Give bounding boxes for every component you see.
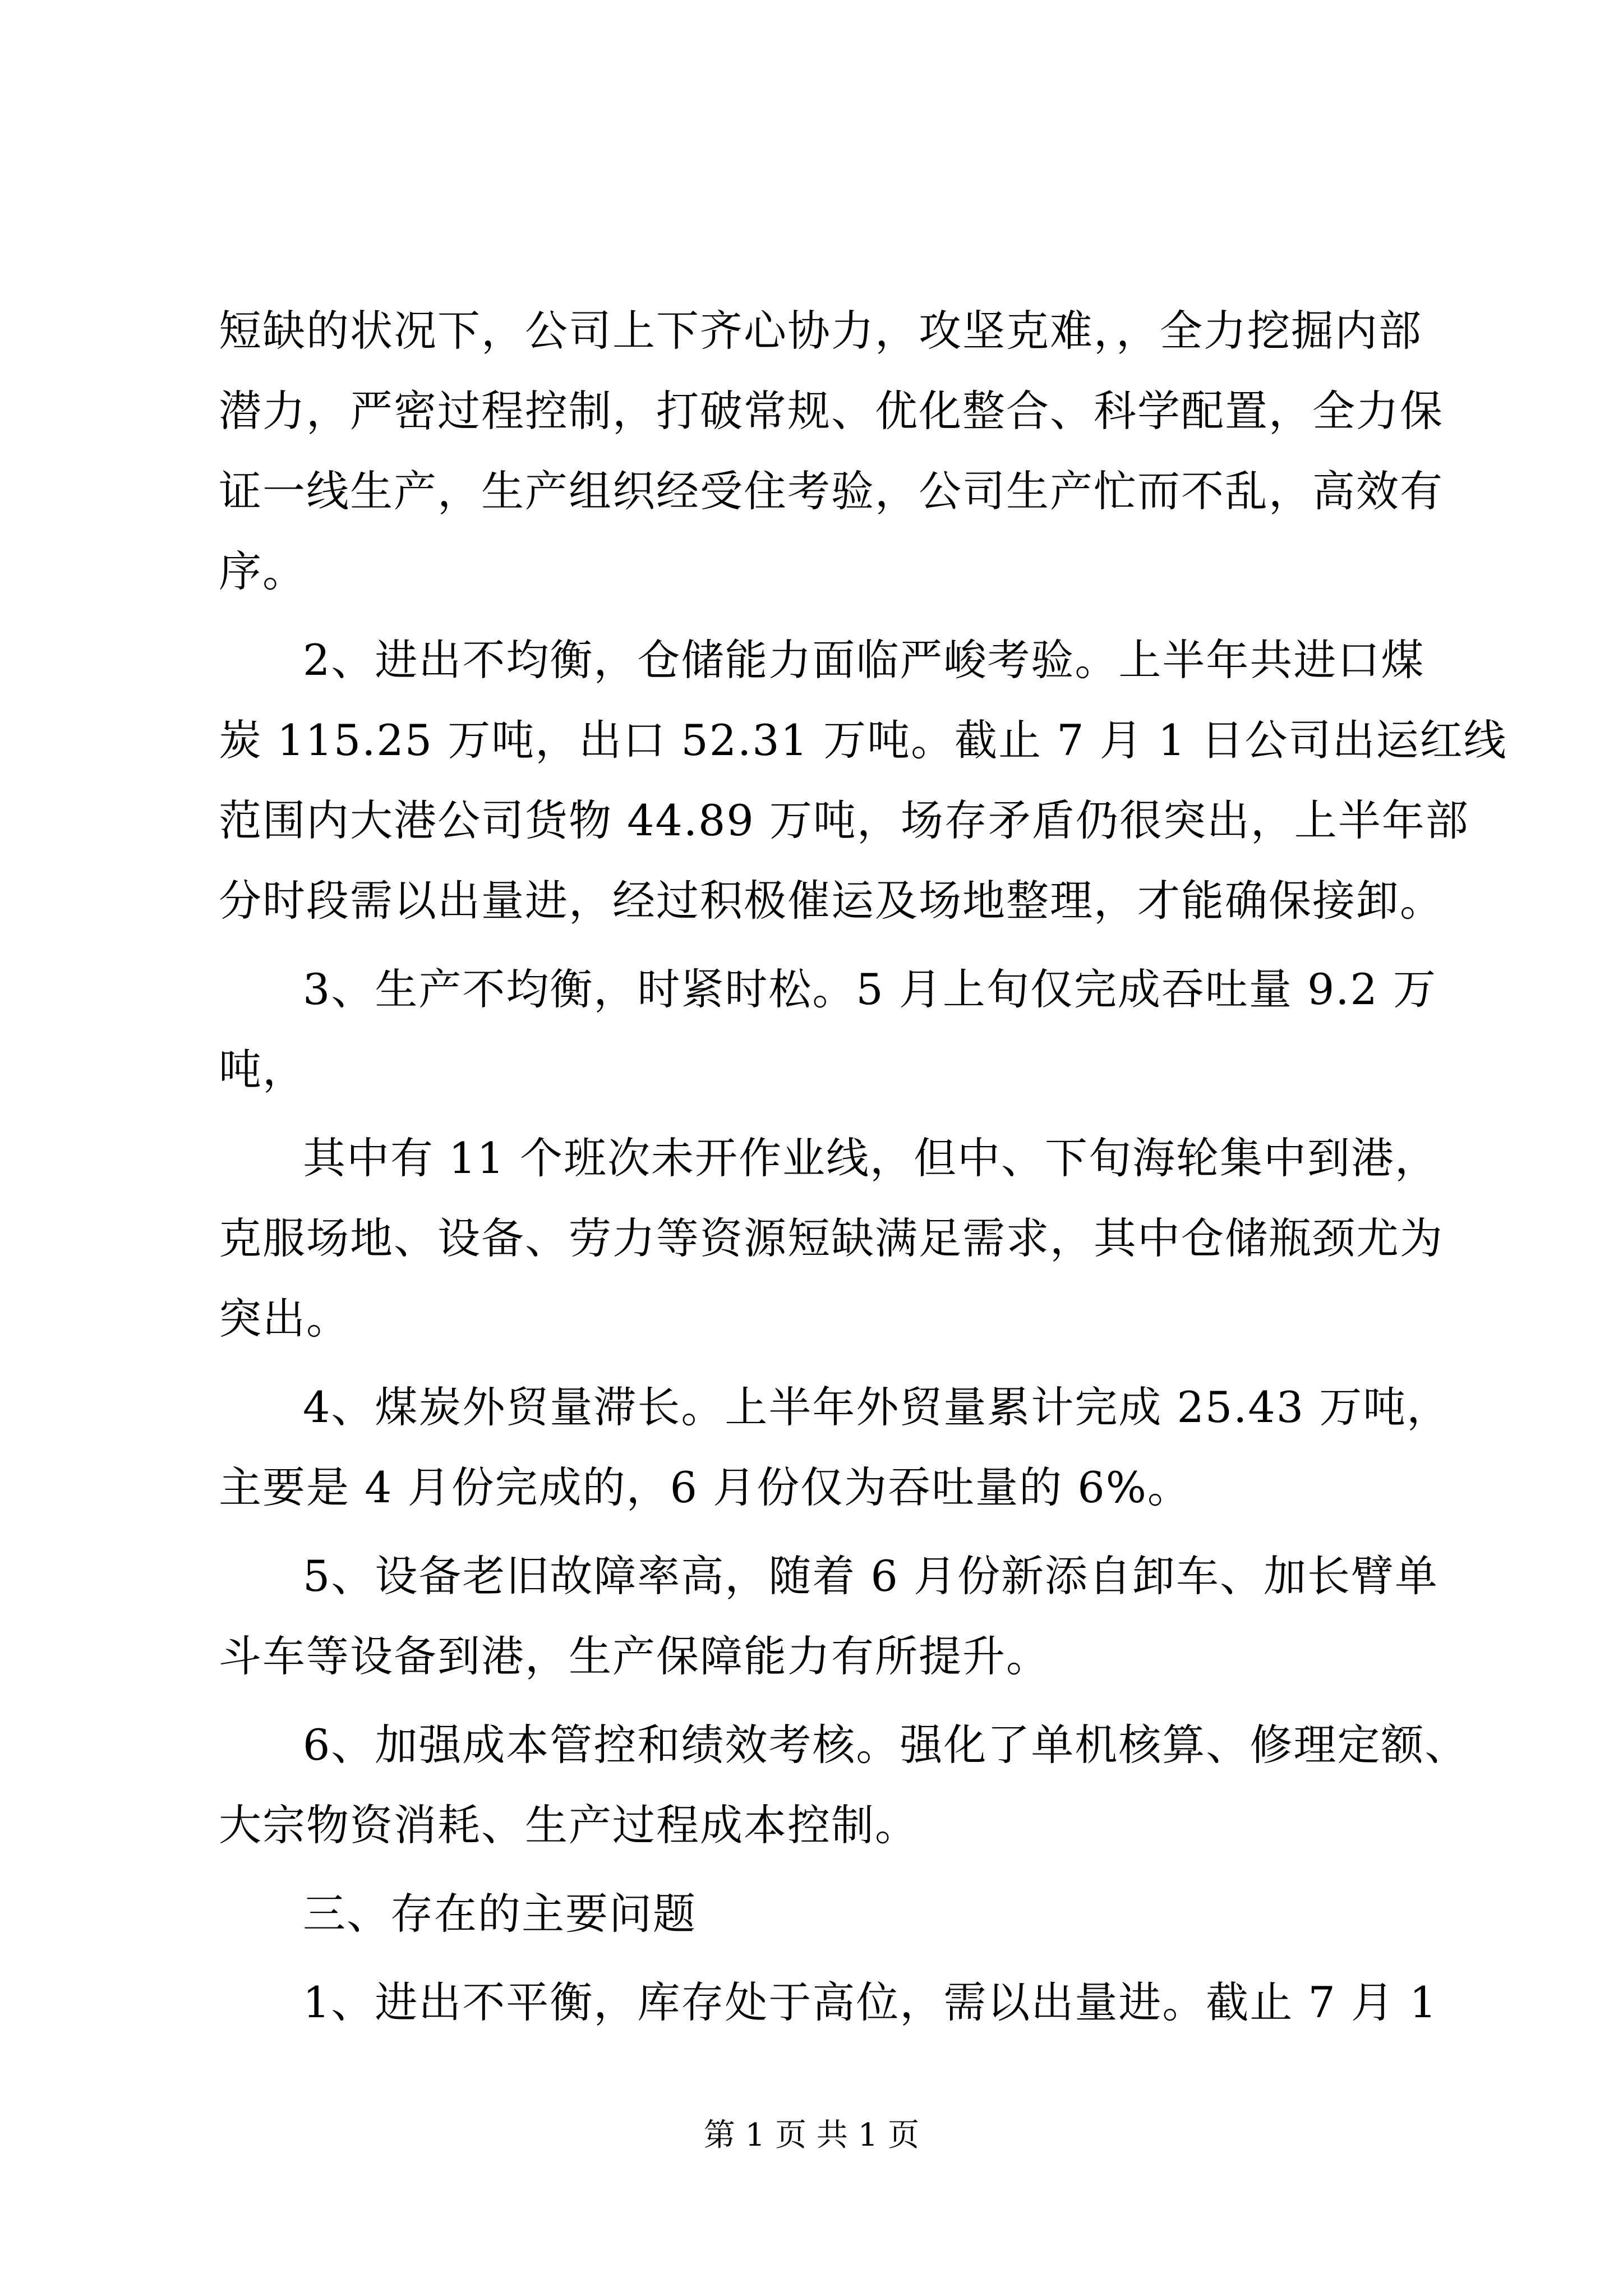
text-line: 6、加强成本管控和绩效考核。强化了单机核算、修理定额、	[303, 1720, 1469, 1770]
text-line: 序。	[219, 546, 306, 596]
text-line: 突出。	[219, 1294, 350, 1343]
text-line: 分时段需以出量进，经过积极催运及场地整理，才能确保接卸。	[219, 876, 1444, 926]
text-line: 其中有 11 个班次未开作业线，但中、下旬海轮集中到港，	[303, 1133, 1439, 1183]
text-line: 3、生产不均衡，时紧时松。5 月上旬仅完成吞吐量 9.2 万	[303, 964, 1437, 1014]
text-line: 范围内大港公司货物 44.89 万吨，场存矛盾仍很突出，上半年部	[219, 795, 1469, 845]
text-line: 4、煤炭外贸量滞长。上半年外贸量累计完成 25.43 万吨，	[303, 1382, 1451, 1432]
text-line: 5、设备老旧故障率高，随着 6 月份新添自卸车、加长臂单	[303, 1551, 1439, 1601]
text-line: 吨，	[219, 1045, 306, 1094]
text-line: 主要是 4 月份完成的，6 月份仅为吞吐量的 6%。	[219, 1462, 1191, 1512]
text-line: 炭 115.25 万吨，出口 52.31 万吨。截止 7 月 1 日公司出运红线	[219, 715, 1507, 765]
text-line: 潜力，严密过程控制，打破常规、优化整合、科学配置，全力保	[219, 386, 1444, 436]
text-line: 克服场地、设备、劳力等资源短缺满足需求，其中仓储瓶颈尤为	[219, 1213, 1444, 1263]
text-line: 短缺的状况下，公司上下齐心协力，攻坚克难，，全力挖掘内部	[219, 306, 1422, 356]
text-line: 证一线生产，生产组织经受住考验，公司生产忙而不乱，高效有	[219, 466, 1444, 516]
page-footer: 第 1 页 共 1 页	[703, 2117, 920, 2154]
text-line: 大宗物资消耗、生产过程成本控制。	[219, 1800, 919, 1850]
text-line: 2、进出不均衡，仓储能力面临严峻考验。上半年共进口煤	[303, 635, 1425, 685]
text-line: 斗车等设备到港，生产保障能力有所提升。	[219, 1631, 1050, 1681]
section-heading: 三、存在的主要问题	[303, 1889, 697, 1939]
text-line: 1、进出不平衡，库存处于高位，需以出量进。截止 7 月 1	[303, 1977, 1438, 2027]
